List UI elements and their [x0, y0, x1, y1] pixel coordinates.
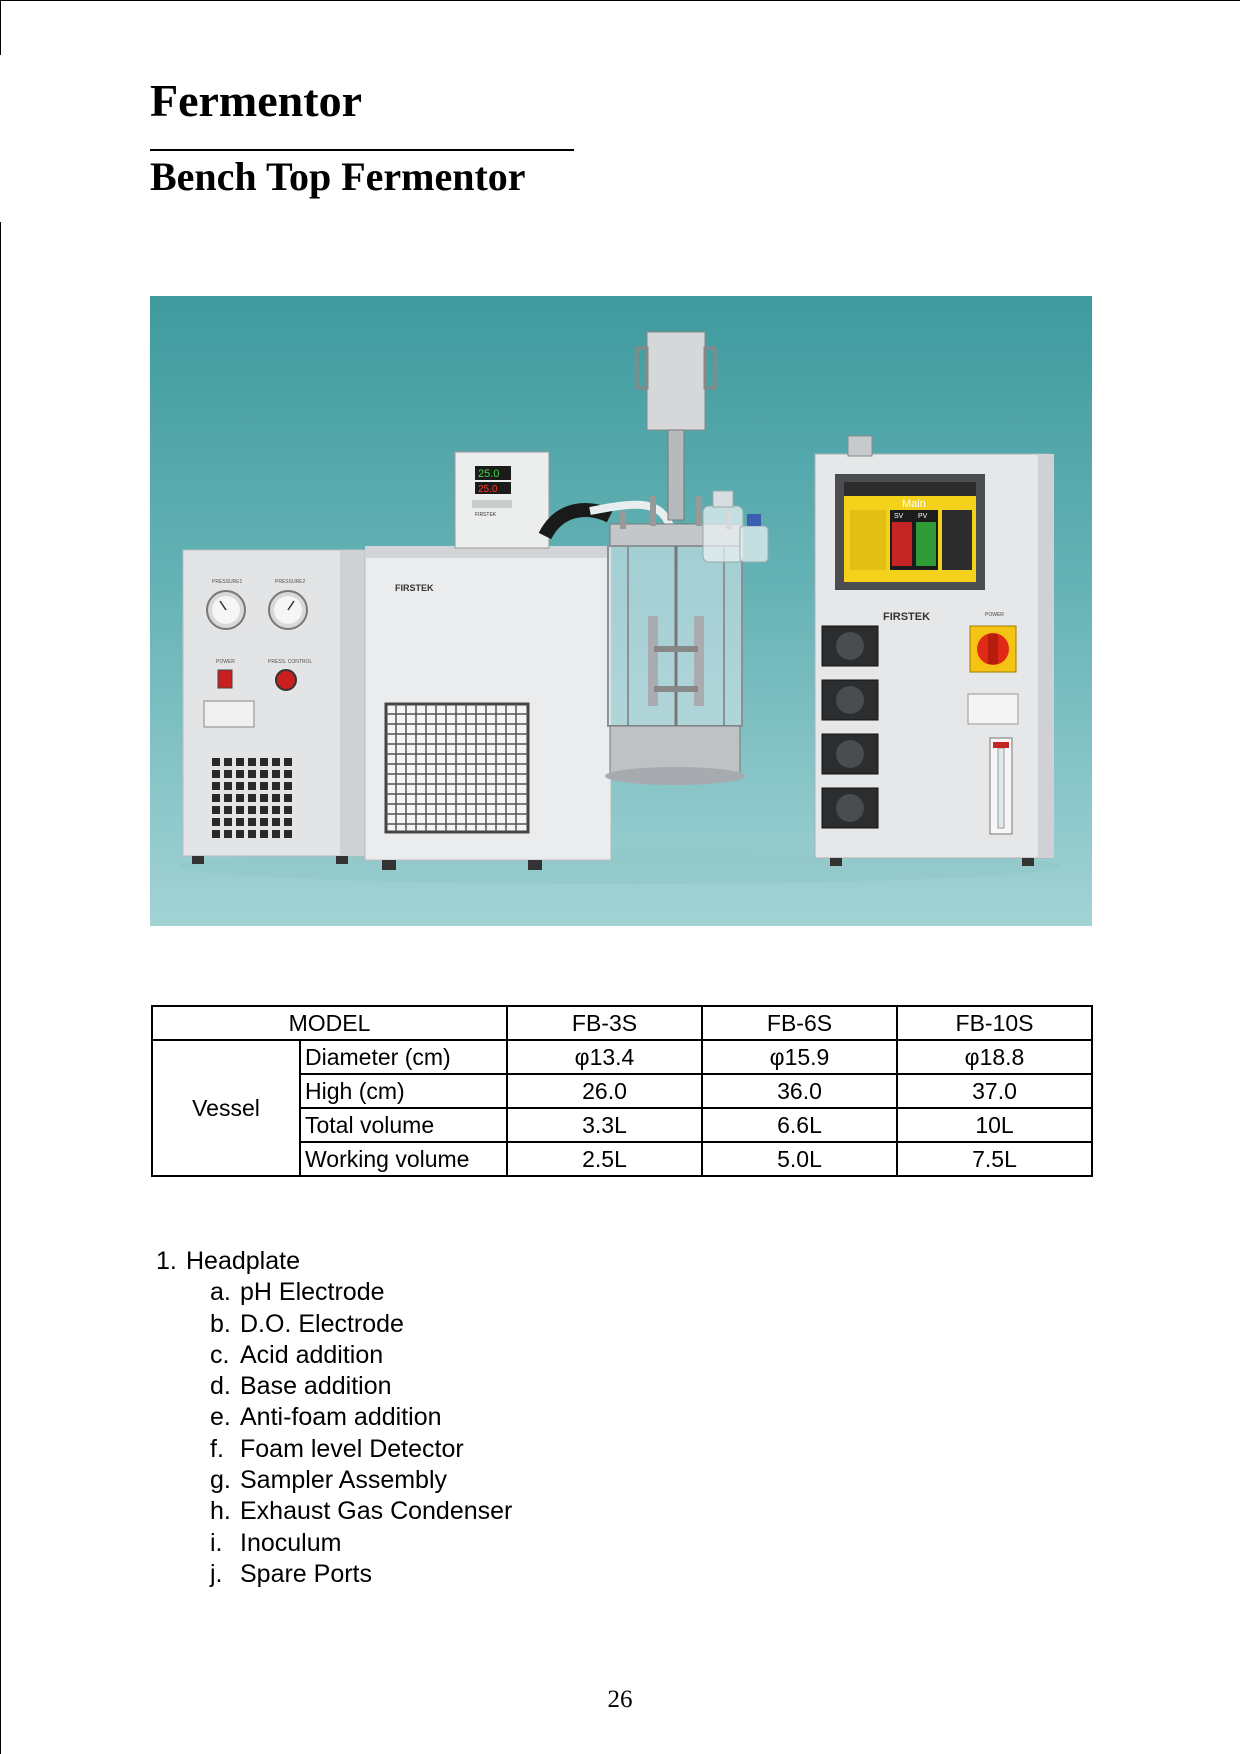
page-subtitle: Bench Top Fermentor [150, 154, 526, 199]
bath-set-display: 25.0 [478, 468, 500, 480]
list-item [210, 1402, 512, 1433]
list-item-text: D.O. Electrode [240, 1309, 404, 1338]
title-underline [150, 149, 574, 151]
model-header-cell: FB-3S [507, 1006, 702, 1040]
power-switch-label: POWER [216, 659, 235, 665]
page-border-top [0, 0, 1240, 1]
list-item [210, 1496, 512, 1527]
vessel-group-label: Vessel [152, 1040, 300, 1176]
model-header: MODEL [152, 1006, 507, 1040]
controller-brand-label: FIRSTEK [475, 512, 497, 518]
table-cell: 26.0 [507, 1074, 702, 1108]
list-item-text: pH Electrode [240, 1278, 385, 1307]
list-item-text: Anti-foam addition [240, 1403, 442, 1432]
table-cell: φ15.9 [702, 1040, 897, 1074]
page-border-left [0, 0, 1, 55]
table-cell: 5.0L [702, 1142, 897, 1176]
table-cell: 36.0 [702, 1074, 897, 1108]
table-cell: φ18.8 [897, 1040, 1092, 1074]
list-item [210, 1434, 512, 1465]
list-item-text: Acid addition [240, 1340, 384, 1369]
control-cabinet [815, 436, 1054, 866]
model-header-cell: FB-10S [897, 1006, 1092, 1040]
list-item [210, 1528, 512, 1559]
feature-list [156, 1246, 512, 1590]
reagent-bottles [703, 491, 768, 562]
list-marker: c. [210, 1340, 230, 1369]
feature-sublist [156, 1277, 512, 1590]
row-label: Total volume [300, 1108, 507, 1142]
table-row [152, 1040, 1092, 1074]
list-item [210, 1371, 512, 1402]
row-label: Diameter (cm) [300, 1040, 507, 1074]
press-control-label: PRESS. CONTROL [268, 659, 313, 665]
list-item-text: Spare Ports [240, 1559, 373, 1588]
row-label: High (cm) [300, 1074, 507, 1108]
list-item-text: Base addition [240, 1372, 392, 1401]
list-item-text: Exhaust Gas Condenser [240, 1497, 513, 1526]
list-item [210, 1277, 512, 1308]
feature-heading-text: Headplate [186, 1247, 300, 1275]
motor-icon [647, 332, 705, 430]
list-marker: d. [210, 1372, 231, 1401]
product-photo [150, 296, 1092, 926]
list-item-text: Foam level Detector [240, 1434, 464, 1463]
cabinet-power-label: POWER [985, 612, 1004, 618]
list-item [210, 1465, 512, 1496]
list-item-text: Inoculum [240, 1528, 342, 1557]
list-marker: a. [210, 1278, 231, 1307]
table-cell: φ13.4 [507, 1040, 702, 1074]
specification-table [151, 1005, 1093, 1177]
list-marker: h. [210, 1497, 231, 1526]
touch-panel-pv: PV [918, 513, 928, 520]
table-cell: 10L [897, 1108, 1092, 1142]
list-marker: b. [210, 1309, 231, 1338]
list-marker: 1. [156, 1247, 177, 1275]
list-item [210, 1340, 512, 1371]
table-cell: 3.3L [507, 1108, 702, 1142]
table-cell: 2.5L [507, 1142, 702, 1176]
list-marker: e. [210, 1403, 231, 1432]
ventilation-grille [210, 756, 300, 842]
gauge-2-label: PRESSURE2 [275, 579, 306, 585]
brand-label: FIRSTEK [395, 583, 434, 593]
list-marker: j. [210, 1559, 223, 1588]
power-switch-icon [218, 670, 232, 688]
bath-actual-display: 25.0 [478, 484, 498, 495]
pressure-knob-icon [276, 670, 296, 690]
touch-panel-sv: SV [894, 513, 904, 520]
list-item-text: Sampler Assembly [240, 1466, 448, 1495]
gauge-1-label: PRESSURE1 [212, 579, 243, 585]
list-item [210, 1309, 512, 1340]
table-cell: 7.5L [897, 1142, 1092, 1176]
table-cell: 37.0 [897, 1074, 1092, 1108]
chiller-unit [183, 550, 368, 864]
model-header-cell: FB-6S [702, 1006, 897, 1040]
list-marker: f. [210, 1434, 224, 1463]
page-border-left [0, 222, 1, 1754]
list-marker: g. [210, 1466, 231, 1495]
page-title: Fermentor [150, 75, 362, 126]
cabinet-brand-label: FIRSTEK [883, 611, 931, 623]
table-cell: 6.6L [702, 1108, 897, 1142]
table-header-row [152, 1006, 1092, 1040]
list-marker: i. [210, 1528, 223, 1557]
feature-heading [156, 1246, 512, 1590]
touch-panel-title: Main [902, 498, 926, 510]
row-label: Working volume [300, 1142, 507, 1176]
page-number: 26 [607, 1686, 633, 1713]
list-item [210, 1559, 512, 1590]
